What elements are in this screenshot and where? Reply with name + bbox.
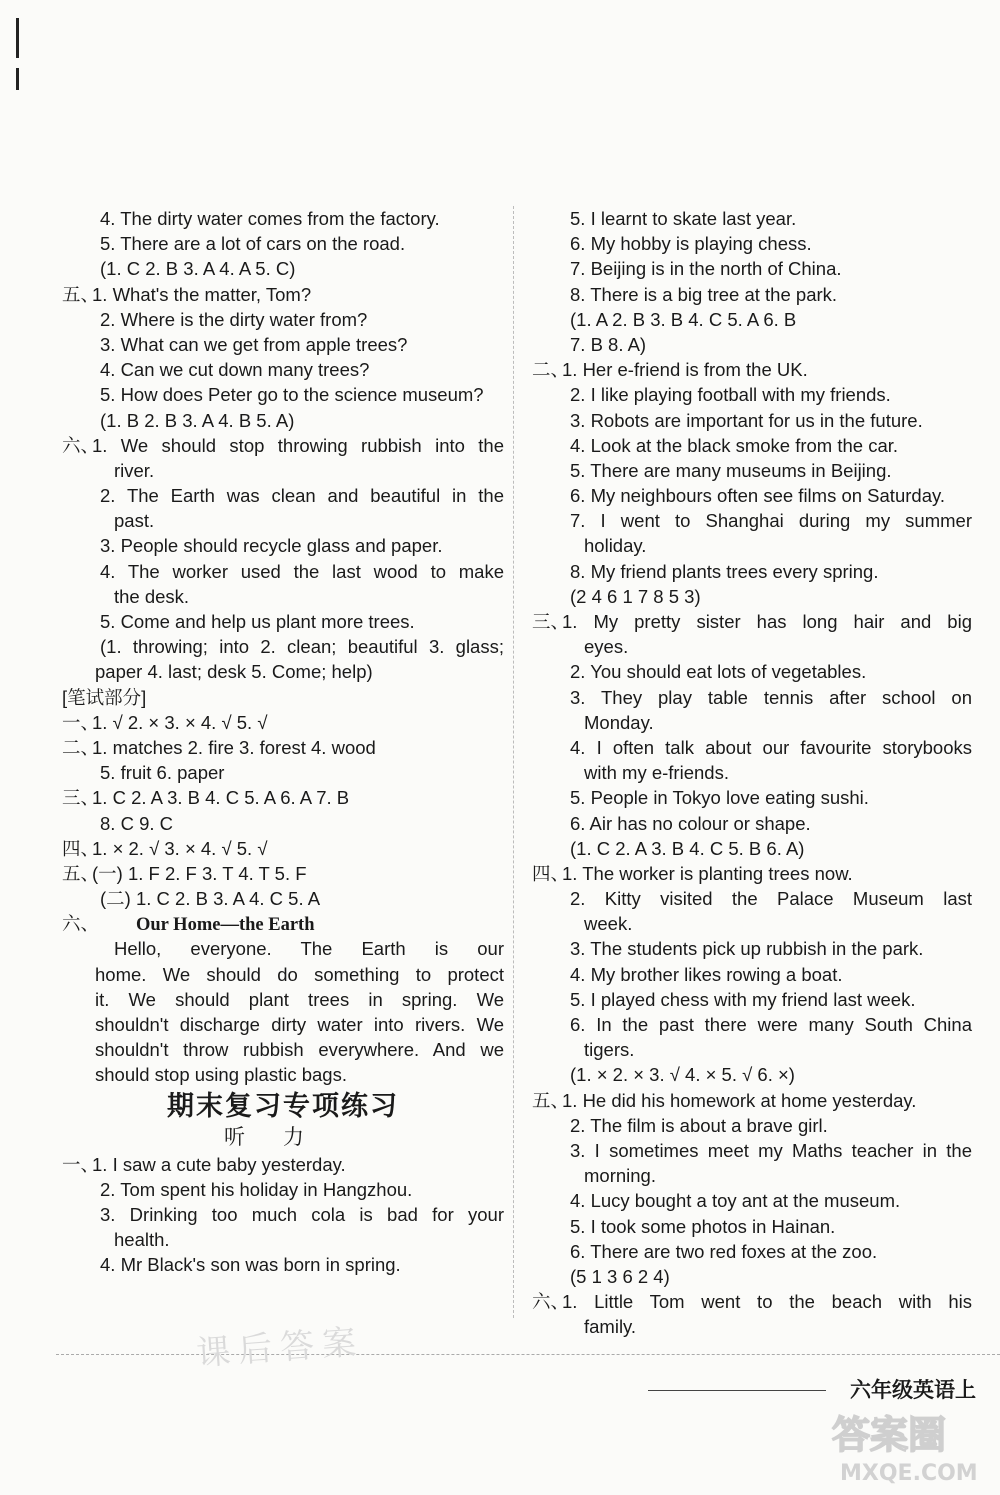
- answer-line: [62, 533, 504, 558]
- answer-text: 4. I often talk about our favourite storybooks: [570, 736, 972, 758]
- answer-line: [532, 1037, 972, 1062]
- answer-text: Hello, everyone. The Earth is our: [114, 938, 504, 960]
- answer-text: 5. How does Peter go to the science museum?: [100, 384, 484, 406]
- answer-text: 1. What's the matter, Tom?: [92, 283, 312, 305]
- watermark-site-text: MXQE.COM: [840, 1461, 978, 1486]
- answer-text: it. We should plant trees in spring. We: [95, 988, 504, 1010]
- answer-text: 5. fruit 6. paper: [100, 762, 225, 784]
- answer-line: [62, 861, 504, 886]
- answer-text: holiday.: [584, 535, 647, 557]
- answer-text: health.: [114, 1229, 170, 1251]
- answer-line: [62, 332, 504, 357]
- answer-text: 3. What can we get from apple trees?: [100, 333, 408, 355]
- answer-text: Monday.: [584, 711, 654, 733]
- answer-line: [532, 760, 972, 785]
- left-column: [62, 206, 504, 1278]
- answer-line: [62, 836, 504, 861]
- answer-line: [62, 962, 504, 987]
- answer-text: 3. Drinking too much cola is bad for your: [100, 1203, 504, 1225]
- answer-line: [62, 811, 504, 836]
- answer-line: [532, 433, 972, 458]
- answer-text: 5. There are many museums in Beijing.: [570, 459, 892, 481]
- answer-text: 1. Little Tom went to the beach with his: [562, 1291, 972, 1313]
- answer-line: [62, 1252, 504, 1277]
- answer-text: past.: [114, 510, 155, 532]
- answer-text: (1. B 2. B 3. A 4. B 5. A): [100, 409, 295, 431]
- answer-line: [532, 785, 972, 810]
- answer-line: [532, 735, 972, 760]
- answer-line: [62, 408, 504, 433]
- section-marker: 四、: [62, 837, 100, 859]
- answer-line: [532, 1264, 972, 1289]
- answer-line: [532, 962, 972, 987]
- answer-line: [62, 231, 504, 256]
- answer-text: (二) 1. C 2. B 3. A 4. C 5. A: [100, 888, 321, 910]
- answer-text: 4. Mr Black's son was born in spring.: [100, 1254, 401, 1276]
- answer-line: [532, 559, 972, 584]
- answer-text: 1. We should stop throwing rubbish into the: [92, 434, 504, 456]
- answer-line: [62, 659, 504, 684]
- answer-line: [532, 836, 972, 861]
- answer-line: [532, 533, 972, 558]
- answer-text: 1. × 2. √ 3. × 4. √ 5. √: [92, 837, 268, 859]
- section-marker: 二、: [62, 736, 100, 758]
- answer-text: 5. There are a lot of cars on the road.: [100, 233, 406, 255]
- answer-line: [532, 811, 972, 836]
- right-answer-lines: [532, 206, 972, 1339]
- answer-line: [532, 710, 972, 735]
- answer-text: 4. The dirty water comes from the factory.: [100, 208, 440, 229]
- answer-line: [532, 1113, 972, 1138]
- answer-text: 4. Can we cut down many trees?: [100, 359, 370, 381]
- answer-text: eyes.: [584, 636, 629, 658]
- answer-text: shouldn't throw rubbish everywhere. And we: [95, 1039, 504, 1061]
- answer-text: 4. The worker used the last wood to make: [100, 560, 504, 582]
- answer-text: (1. C 2. B 3. A 4. A 5. C): [100, 258, 296, 280]
- answer-text: 4. Lucy bought a toy ant at the museum.: [570, 1190, 901, 1212]
- answer-text: [笔试部分]: [62, 686, 147, 708]
- answer-text: 3. The students pick up rubbish in the park.: [570, 938, 924, 960]
- answer-text: 6. My hobby is playing chess.: [570, 233, 812, 255]
- answer-text: week.: [584, 913, 633, 935]
- answer-line: [62, 1227, 504, 1252]
- answer-line: [532, 206, 972, 231]
- answer-line: [532, 685, 972, 710]
- answer-line: [532, 1214, 972, 1239]
- section-marker: 二、: [532, 359, 570, 381]
- answer-text: 5. I learnt to skate last year.: [570, 208, 797, 229]
- answer-text: 5. Come and help us plant more trees.: [100, 611, 415, 632]
- answer-line: [532, 1012, 972, 1037]
- answer-line: [532, 1314, 972, 1339]
- answer-text: (1. × 2. × 3. √ 4. × 5. √ 6. ×): [570, 1064, 795, 1086]
- answer-line: [532, 458, 972, 483]
- right-column: [532, 206, 972, 1339]
- answer-text: 1. My pretty sister has long hair and big: [562, 611, 972, 632]
- answer-text: 2. Tom spent his holiday in Hangzhou.: [100, 1178, 413, 1200]
- answer-text: 2. You should eat lots of vegetables.: [570, 661, 867, 683]
- answer-text: 4. My brother likes rowing a boat.: [570, 963, 843, 985]
- answer-line: [532, 861, 972, 886]
- section-marker: 一、: [62, 711, 100, 733]
- answer-text: 2. Kitty visited the Palace Museum last: [570, 888, 972, 910]
- answer-text: with my e-friends.: [584, 762, 729, 784]
- answer-line: [62, 911, 504, 936]
- answer-text: 3. People should recycle glass and paper.: [100, 535, 443, 557]
- answer-text: 1. The worker is planting trees now.: [562, 862, 853, 884]
- answer-line: [62, 785, 504, 810]
- answer-line: [62, 936, 504, 961]
- answer-text: 3. They play table tennis after school on: [570, 686, 972, 708]
- answer-text: 3. Robots are important for us in the future.: [570, 409, 923, 431]
- watermark-logo-text: 答案圈: [832, 1413, 947, 1457]
- answer-text: 1. Her e-friend is from the UK.: [562, 359, 808, 381]
- answer-line: [532, 936, 972, 961]
- answer-line: [62, 735, 504, 760]
- watermark-text: 课后答案: [195, 1323, 366, 1373]
- answer-text: 5. I took some photos in Hainan.: [570, 1215, 836, 1237]
- answer-line: [62, 433, 504, 458]
- answer-line: [62, 609, 504, 634]
- answer-line: [62, 685, 504, 710]
- answer-line: [532, 886, 972, 911]
- answer-text: the desk.: [114, 585, 190, 607]
- answer-text: 2. Where is the dirty water from?: [100, 308, 368, 330]
- answer-text: 6. My neighbours often see films on Saturday.: [570, 485, 945, 507]
- binding-mark-top: [16, 18, 19, 58]
- answer-line: [532, 357, 972, 382]
- answer-text: (5 1 3 6 2 4): [570, 1265, 670, 1287]
- answer-line: [532, 231, 972, 256]
- answer-line: [62, 1177, 504, 1202]
- answer-line: [532, 987, 972, 1012]
- section-marker: 五、: [62, 862, 100, 884]
- answer-line: [62, 584, 504, 609]
- answer-line: [62, 710, 504, 735]
- answer-text: 6. Air has no colour or shape.: [570, 812, 811, 834]
- answer-line: [532, 282, 972, 307]
- answer-text: 1. C 2. A 3. B 4. C 5. A 6. A 7. B: [92, 787, 350, 809]
- answer-line: [62, 1202, 504, 1227]
- answer-line: [532, 1289, 972, 1314]
- left-answer-lines: [62, 206, 504, 1088]
- answer-text: 4. Look at the black smoke from the car.: [570, 434, 899, 456]
- footer-label: 六年级英语上: [850, 1379, 976, 1402]
- section-marker: 一、: [62, 1153, 100, 1175]
- answer-line: [62, 987, 504, 1012]
- answer-line: [532, 634, 972, 659]
- answer-text: river.: [114, 459, 155, 481]
- answer-line: [62, 458, 504, 483]
- answer-text: 8. C 9. C: [100, 812, 173, 834]
- answer-text: family.: [584, 1316, 637, 1338]
- answer-text: (一) 1. F 2. F 3. T 4. T 5. F: [92, 862, 307, 884]
- answer-line: [62, 206, 504, 231]
- section-marker: 五、: [532, 1089, 570, 1111]
- answer-line: [62, 1062, 504, 1087]
- answer-text: shouldn't discharge dirty water into rivers. We: [95, 1014, 504, 1035]
- watermark-logo-icon: [826, 1404, 996, 1486]
- section-marker: 三、: [62, 787, 100, 809]
- answer-line: [62, 307, 504, 332]
- answer-text: paper 4. last; desk 5. Come; help): [95, 661, 373, 683]
- section-subtitle: 听力: [224, 1125, 342, 1149]
- answer-text: 2. The Earth was clean and beautiful in the: [100, 485, 504, 507]
- answer-text: should stop using plastic bags.: [95, 1064, 347, 1086]
- answer-line: [62, 357, 504, 382]
- answer-text: 8. There is a big tree at the park.: [570, 283, 838, 305]
- answer-text: 6. In the past there were many South China: [570, 1014, 972, 1035]
- section-marker: 六、: [62, 913, 100, 935]
- answer-line: [62, 1037, 504, 1062]
- answer-line: [532, 483, 972, 508]
- answer-line: [532, 382, 972, 407]
- section-marker: 五、: [62, 283, 100, 305]
- answer-text: home. We should do something to protect: [95, 963, 504, 985]
- answer-line: [62, 508, 504, 533]
- answer-text: 1. I saw a cute baby yesterday.: [92, 1153, 346, 1175]
- answer-line: [532, 584, 972, 609]
- answer-line: [62, 760, 504, 785]
- answer-line: [532, 1088, 972, 1113]
- answer-line: [532, 1188, 972, 1213]
- answer-text: (1. throwing; into 2. clean; beautiful 3. glass;: [100, 636, 504, 658]
- answer-line: [62, 559, 504, 584]
- section-marker: 六、: [532, 1291, 570, 1313]
- answer-text: 1. matches 2. fire 3. forest 4. wood: [92, 736, 376, 758]
- footer-rule: [648, 1390, 826, 1391]
- answer-line: [532, 408, 972, 433]
- answer-text: 6. There are two red foxes at the zoo.: [570, 1240, 878, 1262]
- answer-text: (1. C 2. A 3. B 4. C 5. B 6. A): [570, 837, 805, 859]
- answer-text: 5. I played chess with my friend last week.: [570, 988, 916, 1010]
- answer-line: [532, 1239, 972, 1264]
- column-divider: [513, 206, 514, 1318]
- answer-line: [532, 508, 972, 533]
- answer-text: morning.: [584, 1165, 656, 1187]
- answer-line: [62, 282, 504, 307]
- answer-text: 1. He did his homework at home yesterday.: [562, 1089, 917, 1111]
- answer-line: [62, 1012, 504, 1037]
- answer-line: [532, 609, 972, 634]
- answer-line: [532, 659, 972, 684]
- answer-text: 8. My friend plants trees every spring.: [570, 560, 879, 582]
- section-title: 期末复习专项练习: [167, 1090, 399, 1121]
- binding-mark-bottom: [16, 68, 19, 90]
- answer-text: 7. I went to Shanghai during my summer: [570, 510, 972, 532]
- answer-line: [62, 256, 504, 281]
- answer-line: [532, 1062, 972, 1087]
- answer-text: 5. People in Tokyo love eating sushi.: [570, 787, 869, 809]
- answer-line: [62, 634, 504, 659]
- answer-text: (1. A 2. B 3. B 4. C 5. A 6. B: [570, 308, 797, 330]
- answer-text: 2. The film is about a brave girl.: [570, 1114, 828, 1136]
- answer-text: 1. √ 2. × 3. × 4. √ 5. √: [92, 711, 268, 733]
- answer-text: 7. Beijing is in the north of China.: [570, 258, 842, 280]
- answer-line: [62, 1152, 504, 1177]
- answer-line: [532, 1138, 972, 1163]
- section-marker: 六、: [62, 434, 100, 456]
- answer-text: 3. I sometimes meet my Maths teacher in the: [570, 1139, 972, 1161]
- answer-text: 7. B 8. A): [570, 333, 647, 355]
- essay-title: Our Home—the Earth: [136, 915, 315, 936]
- section-marker: 四、: [532, 862, 570, 884]
- answer-line: [532, 911, 972, 936]
- answer-line: [532, 256, 972, 281]
- section-marker: 三、: [532, 611, 570, 632]
- answer-text: 2. I like playing football with my friends.: [570, 384, 891, 406]
- left-answer-lines-listening: [62, 1152, 504, 1278]
- answer-line: [532, 332, 972, 357]
- answer-line: [62, 886, 504, 911]
- answer-line: [62, 483, 504, 508]
- answer-text: (2 4 6 1 7 8 5 3): [570, 585, 701, 607]
- answer-text: tigers.: [584, 1039, 635, 1061]
- answer-line: [62, 382, 504, 407]
- answer-line: [532, 1163, 972, 1188]
- answer-line: [532, 307, 972, 332]
